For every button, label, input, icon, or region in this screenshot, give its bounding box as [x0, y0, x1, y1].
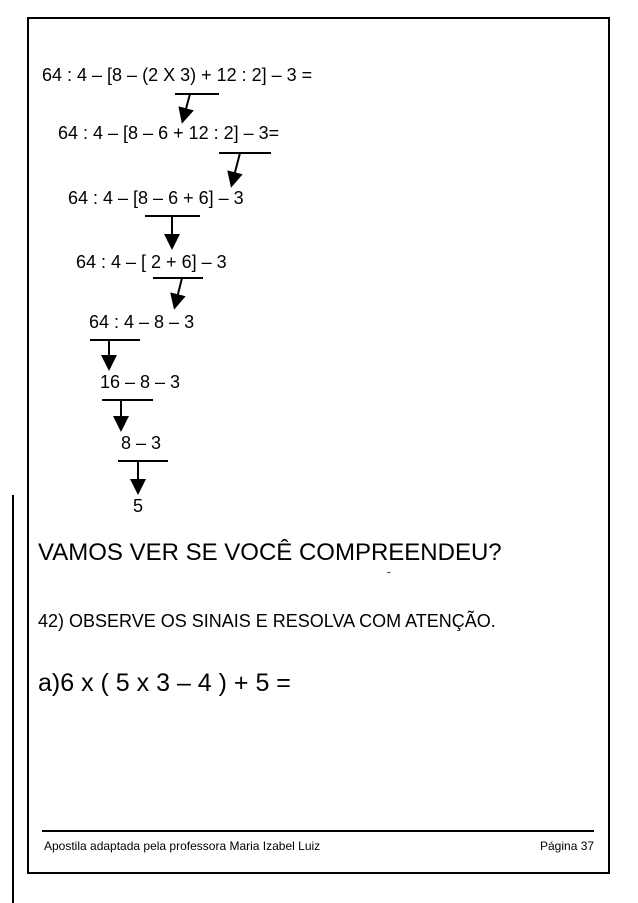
arrow-1 — [184, 94, 190, 116]
step-6: 16 – 8 – 3 — [100, 372, 181, 392]
step-3: 64 : 4 – [8 – 6 + 6] – 3 — [68, 188, 244, 208]
arrow-2 — [233, 153, 240, 180]
footer-author: Apostila adaptada pela professora Maria Izabel Luiz — [44, 839, 321, 853]
step-4: 64 : 4 – [ 2 + 6] – 3 — [76, 252, 227, 272]
question-42: 42) OBSERVE OS SINAIS E RESOLVA COM ATENÇÃO. — [38, 611, 496, 631]
step-2: 64 : 4 – [8 – 6 + 12 : 2] – 3= — [58, 123, 280, 143]
step-7: 8 – 3 — [121, 433, 162, 453]
step-1: 64 : 4 – [8 – (2 X 3) + 12 : 2] – 3 = — [42, 65, 313, 85]
footer-divider — [42, 830, 594, 832]
arrow-4 — [176, 278, 182, 302]
step-5: 64 : 4 – 8 – 3 — [89, 312, 195, 332]
section-heading: VAMOS VER SE VOCÊ COMPREENDEU? — [38, 539, 502, 566]
step-8-result: 5 — [133, 496, 144, 516]
footer-page-number: Página 37 — [540, 839, 595, 853]
exercise-a: a)6 x ( 5 x 3 – 4 ) + 5 = — [38, 669, 291, 697]
